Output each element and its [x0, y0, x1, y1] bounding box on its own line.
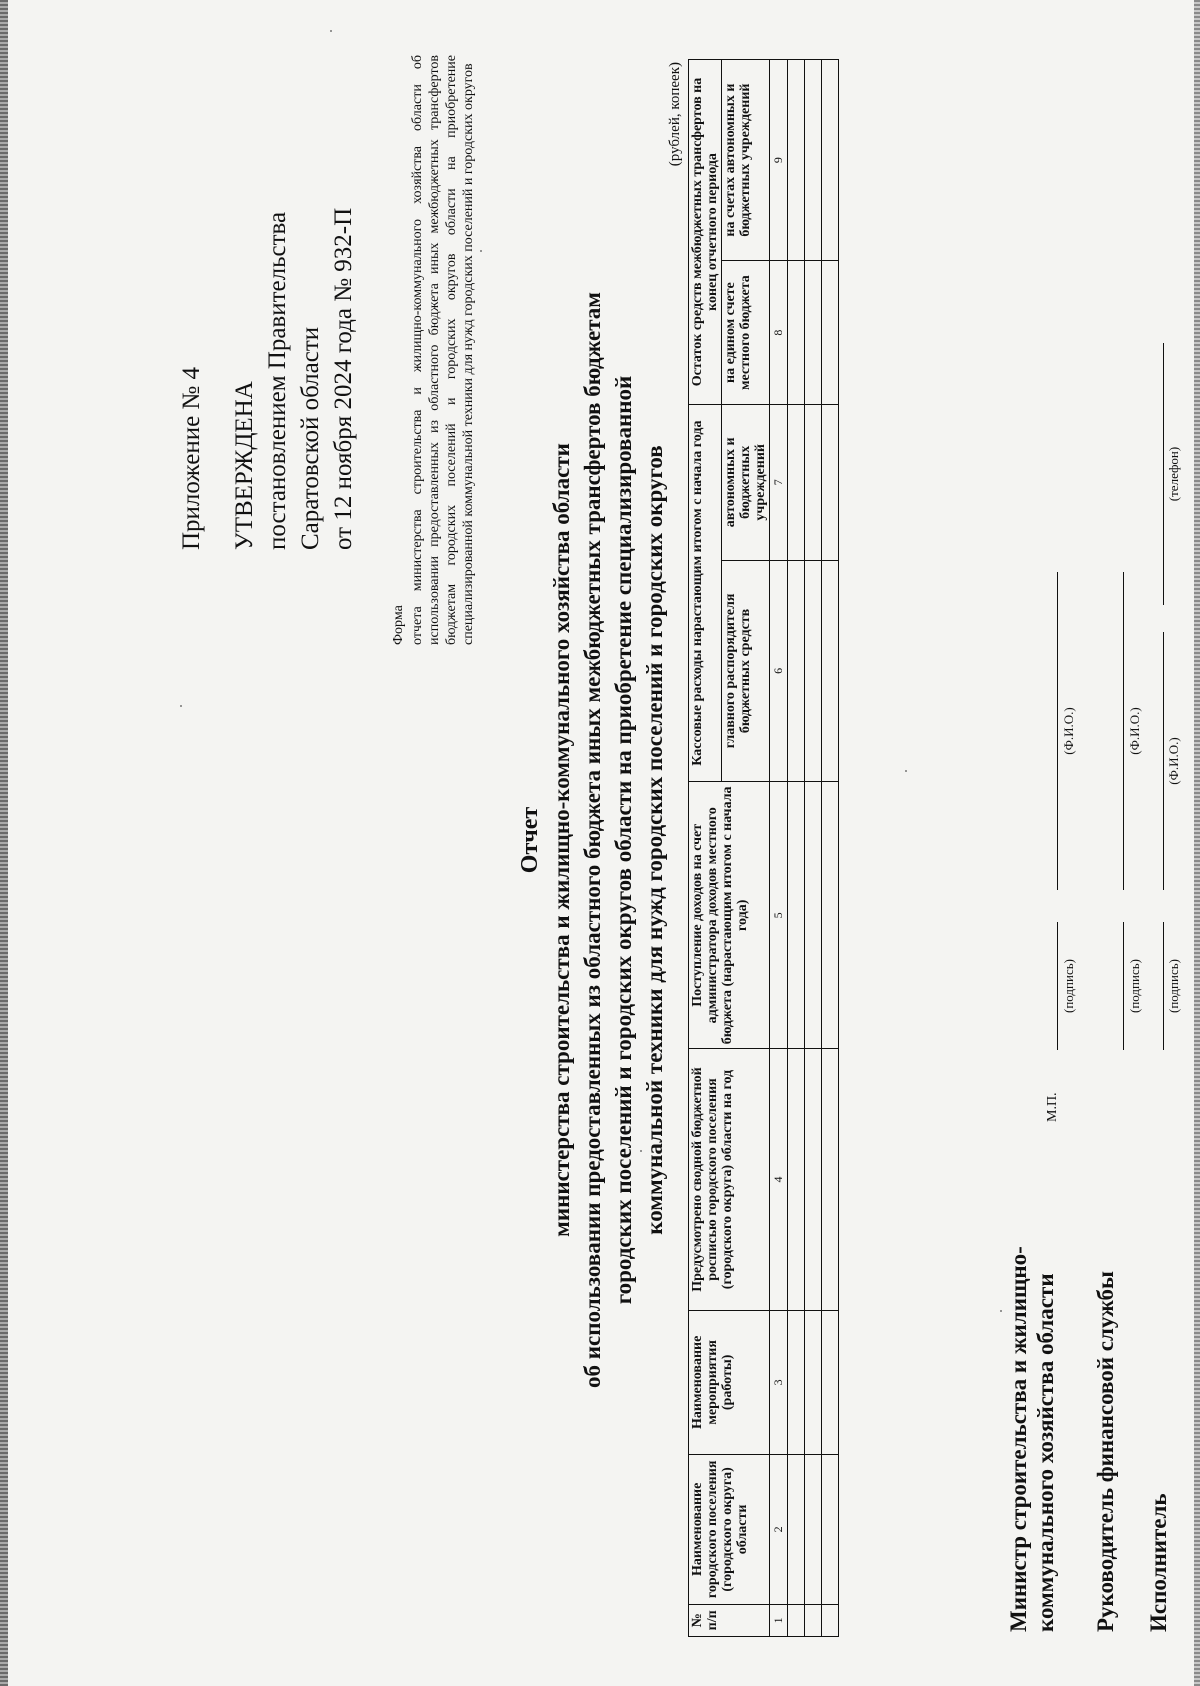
scan-edge-left — [0, 0, 8, 1686]
column-number: 6 — [770, 560, 788, 782]
column-number: 9 — [770, 60, 788, 261]
table-cell — [805, 782, 822, 1049]
document-page — [45, 30, 1181, 1650]
finance-head-fio-line — [1123, 572, 1124, 890]
executor-signature-line — [1163, 922, 1164, 1050]
resolution-date: от 12 ноября 2024 года № 932-П — [330, 207, 357, 550]
header-balance-institutions: на счетах автономных и бюджетных учреждений — [722, 60, 770, 261]
column-number: 8 — [770, 261, 788, 405]
table-cell — [805, 1604, 822, 1636]
report-title — [515, 30, 670, 1650]
form-label: Форма — [391, 605, 406, 645]
header-income: Поступление доходов на счет администратора доходов местного бюджета (нарастающим итогом с начала года) — [689, 782, 770, 1049]
table-cell — [822, 1310, 839, 1454]
header-planned: Предусмотрено сводной бюджетной росписью городского поселения (городского округа) области на год — [689, 1049, 770, 1310]
report-table — [688, 59, 839, 1637]
header-balance-single-account: на едином счете местного бюджета — [722, 261, 770, 405]
minister-fio-line — [1057, 572, 1058, 890]
column-number: 5 — [770, 782, 788, 1049]
minister-title-line-1: Министр строительства и жилищно- — [1006, 1246, 1031, 1632]
title-line-0: Отчет — [517, 806, 543, 874]
table-cell — [805, 60, 822, 261]
executor-signature-caption: (подпись) — [1166, 959, 1181, 1013]
header-event: Наименование мероприятия (работы) — [689, 1310, 770, 1454]
table-row — [788, 60, 805, 1637]
table-row — [822, 60, 839, 1637]
column-number-row — [770, 60, 788, 1637]
table-row — [805, 60, 822, 1637]
minister-signature-label — [1005, 1246, 1059, 1632]
table-cell — [788, 261, 805, 405]
header-expenses: Кассовые расходы нарастающим итогом с начала года — [689, 405, 722, 782]
approval-stamp — [175, 50, 360, 550]
executor-phone-caption: (телефон) — [1166, 446, 1181, 502]
column-number: 3 — [770, 1310, 788, 1454]
finance-head-signature-caption: (подпись) — [1127, 959, 1142, 1013]
table-cell — [805, 1455, 822, 1605]
table-cell — [822, 405, 839, 561]
header-balance: Остаток средств межбюджетных трансфертов на конец отчетного периода — [689, 60, 722, 405]
header-expenses-institutions: автономных и бюджетных учреждений — [722, 405, 770, 561]
header-num: № п/п — [689, 1604, 770, 1636]
table-cell — [805, 560, 822, 782]
table-cell — [788, 405, 805, 561]
column-number: 2 — [770, 1455, 788, 1605]
finance-head-label: Руководитель финансовой службы — [1093, 1271, 1118, 1632]
title-line-1: министерства строительства и жилищно-коммунального хозяйства области — [549, 443, 574, 1237]
form-description — [390, 55, 477, 645]
form-text: отчета министерства строительства и жилищно-коммунального хозяйства области об использовании предоставленных из областного бюджета иных межбюджетных трансфертов бюджетам городских поселений и городских округов области на приобретение специализированной коммунальной техники для нужд городских поселений и городских округов — [410, 55, 476, 645]
title-line-4: коммунальной техники для нужд городских поселений и городских округов — [642, 445, 667, 1235]
finance-head-fio-caption: (Ф.И.О.) — [1127, 707, 1142, 755]
table-cell — [788, 1604, 805, 1636]
executor-fio-caption: (Ф.И.О.) — [1166, 737, 1181, 785]
minister-title-line-2: коммунального хозяйства области — [1033, 1273, 1058, 1632]
table-cell — [822, 1455, 839, 1605]
header-settlement: Наименование городского поселения (городского округа) области — [689, 1455, 770, 1605]
table-cell — [788, 560, 805, 782]
table-cell — [788, 1455, 805, 1605]
seal-place-mark: М.П. — [1045, 1092, 1060, 1122]
appendix-number: Приложение № 4 — [178, 366, 205, 550]
table-cell — [788, 782, 805, 1049]
table-cell — [805, 405, 822, 561]
approved-label: УТВЕРЖДЕНА — [231, 381, 258, 550]
minister-signature-line — [1057, 922, 1058, 1050]
title-line-3: городских поселений и городских округов области на приобретение специализированной — [611, 375, 636, 1305]
scan-edge-right — [1194, 0, 1200, 1686]
table-cell — [822, 261, 839, 405]
executor-phone-line — [1163, 343, 1164, 605]
executor-fio-line — [1163, 632, 1164, 890]
executor-label: Исполнитель — [1146, 1493, 1171, 1632]
approved-by-line: постановлением Правительства — [264, 211, 291, 550]
table-cell — [788, 1310, 805, 1454]
unit-note: (рублей, копеек) — [667, 62, 683, 167]
table-cell — [822, 60, 839, 261]
table-cell — [788, 1049, 805, 1310]
table-cell — [822, 560, 839, 782]
table-cell — [805, 1310, 822, 1454]
finance-head-signature-line — [1123, 922, 1124, 1050]
minister-fio-caption: (Ф.И.О.) — [1061, 707, 1076, 755]
table-cell — [805, 261, 822, 405]
column-number: 7 — [770, 405, 788, 561]
table-cell — [822, 1049, 839, 1310]
column-number: 1 — [770, 1604, 788, 1636]
table-cell — [822, 1604, 839, 1636]
region-line: Саратовской области — [297, 326, 324, 550]
column-number: 4 — [770, 1049, 788, 1310]
minister-signature-caption: (подпись) — [1061, 959, 1076, 1013]
table-cell — [788, 60, 805, 261]
table-cell — [805, 1049, 822, 1310]
title-line-2: об использовании предоставленных из областного бюджета иных межбюджетных трансфертов бюджетам — [580, 292, 605, 1388]
header-expenses-main: главного распорядителя бюджетных средств — [722, 560, 770, 782]
table-cell — [822, 782, 839, 1049]
